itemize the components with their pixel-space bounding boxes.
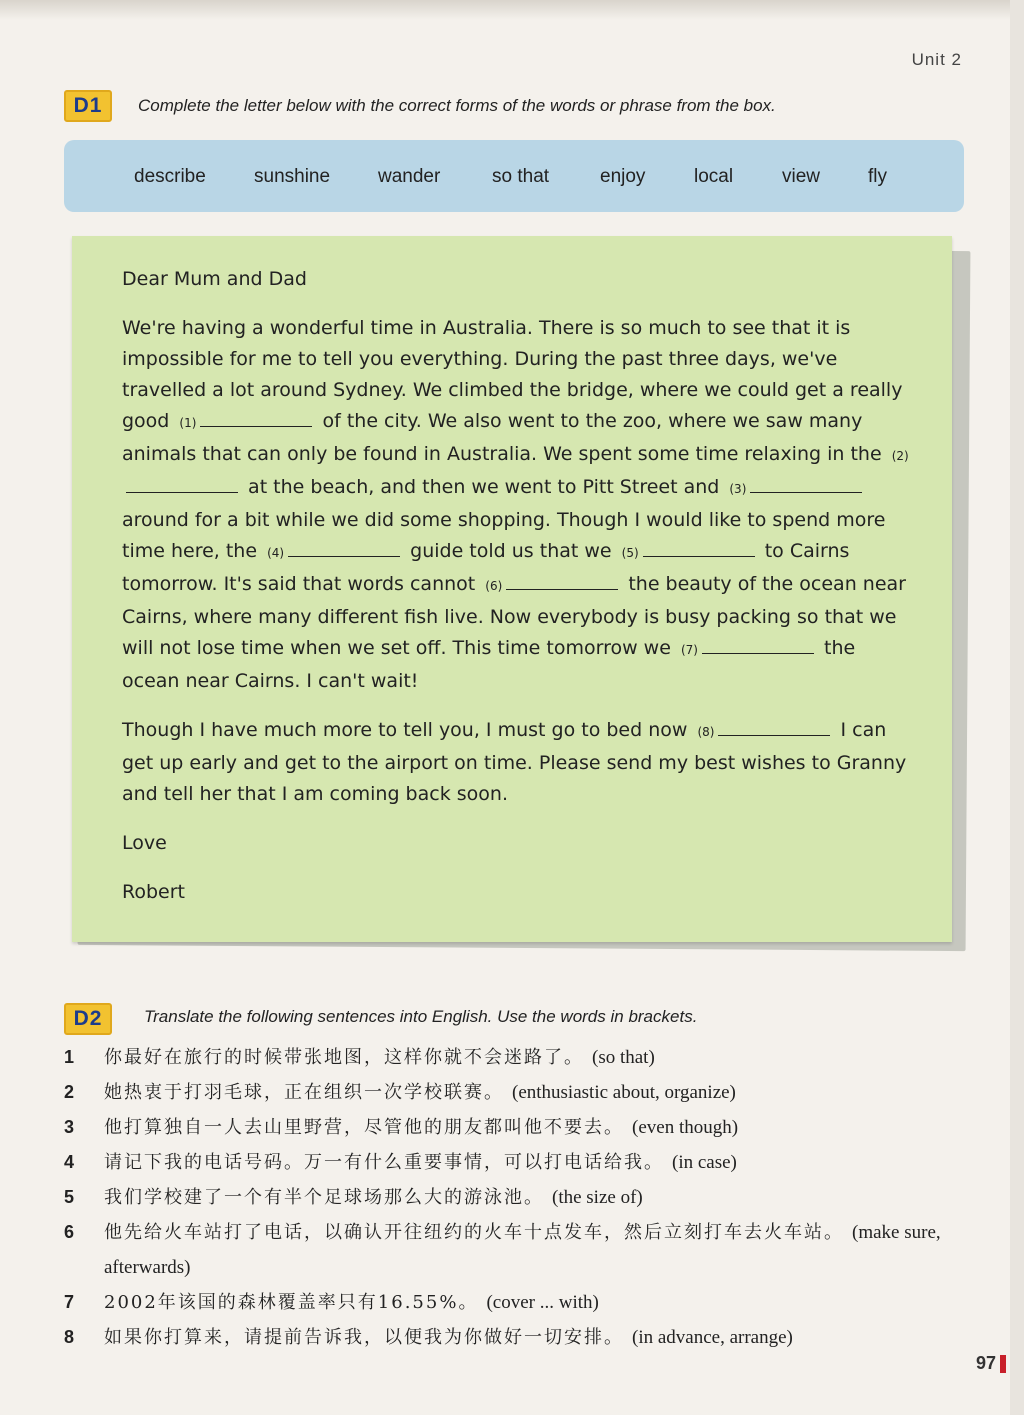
word-local: local — [694, 166, 734, 187]
page-number-accent — [1000, 1355, 1006, 1373]
letter-text-segment: around for a bit while we did some shopping. Though I would like to spend more time here, the — [122, 509, 886, 562]
translation-item — [64, 1075, 964, 1110]
letter-closing: Love — [122, 832, 167, 854]
letter-paper — [72, 236, 952, 942]
d2-instruction: Translate the following sentences into English. Use the words in brackets. — [144, 1007, 698, 1026]
letter-text-segment: I can get up early and get to the airport on time. Please send my best wishes to Granny and tell her that I am coming back soon. — [122, 719, 907, 805]
blank-number-3: (3) — [729, 482, 747, 496]
translation-item — [64, 1285, 964, 1320]
word-describe: describe — [134, 166, 206, 187]
page-top-edge — [0, 0, 1024, 20]
letter-salutation: Dear Mum and Dad — [122, 268, 307, 290]
word-so-that: so that — [492, 166, 550, 187]
letter-text-segment: the ocean near Cairns. I can't wait! — [122, 637, 856, 692]
letter-text-segment: Though I have much more to tell you, I must go to bed now — [122, 719, 688, 741]
blank-7[interactable] — [702, 633, 814, 654]
hint-words: (in advance, arrange) — [632, 1327, 793, 1348]
chinese-sentence: 2002年该国的森林覆盖率只有16.55%。 — [104, 1292, 479, 1313]
word-box — [64, 140, 964, 212]
item-number: 2 — [64, 1082, 75, 1102]
translation-item — [64, 1180, 964, 1215]
item-number: 8 — [64, 1327, 75, 1347]
hint-words: (in case) — [672, 1152, 737, 1173]
translation-item — [64, 1145, 964, 1180]
letter-text-segment: the beauty of the ocean near Cairns, where many different fish live. Now everybody is busy packing so that we will not lose time when we set off. This time tomorrow we — [122, 573, 906, 659]
blank-3[interactable] — [750, 472, 862, 493]
translation-item — [64, 1215, 964, 1285]
blank-number-7: (7) — [680, 643, 698, 657]
chinese-sentence: 他打算独自一人去山里野营，尽管他的朋友都叫他不要去。 — [104, 1117, 624, 1138]
translation-item — [64, 1110, 964, 1145]
item-number: 5 — [64, 1187, 75, 1207]
word-view: view — [782, 166, 821, 187]
word-enjoy: enjoy — [600, 166, 646, 187]
word-fly: fly — [868, 166, 887, 187]
item-number: 4 — [64, 1152, 75, 1172]
hint-words: (so that) — [592, 1047, 655, 1068]
chinese-sentence: 你最好在旅行的时候带张地图，这样你就不会迷路了。 — [104, 1047, 584, 1068]
item-number: 6 — [64, 1222, 75, 1242]
blank-4[interactable] — [288, 536, 400, 557]
blank-6[interactable] — [506, 569, 618, 590]
blank-number-4: (4) — [267, 546, 285, 560]
hint-words: (even though) — [632, 1117, 739, 1138]
item-number: 3 — [64, 1117, 75, 1137]
chinese-sentence: 请记下我的电话号码。万一有什么重要事情，可以打电话给我。 — [104, 1152, 664, 1173]
letter-body — [122, 264, 912, 908]
blank-number-2: (2) — [891, 449, 909, 463]
translation-item — [64, 1320, 964, 1355]
hint-words: (make sure, afterwards) — [104, 1222, 941, 1278]
d1-instruction: Complete the letter below with the correct forms of the words or phrase from the box. — [138, 96, 776, 115]
letter-signature: Robert — [122, 881, 185, 903]
chinese-sentence: 如果你打算来，请提前告诉我，以便我为你做好一切安排。 — [104, 1327, 624, 1348]
page-right-strip — [1010, 0, 1024, 1415]
letter-text-segment: guide told us that we — [410, 540, 612, 562]
blank-number-1: (1) — [179, 416, 197, 430]
item-number: 1 — [64, 1047, 75, 1067]
page-number — [976, 1353, 1006, 1374]
blank-8[interactable] — [718, 715, 830, 736]
blank-1[interactable] — [200, 406, 312, 427]
hint-words: (the size of) — [552, 1187, 643, 1208]
chinese-sentence: 她热衷于打羽毛球，正在组织一次学校联赛。 — [104, 1082, 504, 1103]
chinese-sentence: 我们学校建了一个有半个足球场那么大的游泳池。 — [104, 1187, 544, 1208]
hint-words: (cover ... with) — [486, 1292, 599, 1313]
letter-text-segment: of the city. We also went to the zoo, where we saw many animals that can only be found in Australia. We spent some time relaxing in the — [122, 410, 882, 465]
hint-words: (enthusiastic about, organize) — [512, 1082, 736, 1103]
unit-label: Unit 2 — [911, 50, 962, 69]
d2-badge: D2 — [64, 1003, 112, 1035]
blank-5[interactable] — [643, 536, 755, 557]
letter-paragraph-1 — [122, 313, 912, 697]
word-sunshine: sunshine — [254, 166, 331, 187]
letter-text-segment: at the beach, and then we went to Pitt Street and — [248, 476, 720, 498]
translation-item — [64, 1040, 964, 1075]
item-number: 7 — [64, 1292, 75, 1312]
blank-number-8: (8) — [697, 725, 715, 739]
letter-text-segment: We're having a wonderful time in Australia. There is so much to see that it is impossible for me to tell you everything. During the past three days, we've travelled a lot around Sydney. We climbed the bridge, where we could get a really good — [122, 317, 903, 432]
translation-list — [64, 1040, 964, 1355]
word-list — [64, 140, 964, 212]
word-wander: wander — [378, 166, 441, 187]
chinese-sentence: 他先给火车站打了电话，以确认开往纽约的火车十点发车，然后立刻打车去火车站。 — [104, 1222, 844, 1243]
blank-number-5: (5) — [621, 546, 639, 560]
d1-badge: D1 — [64, 90, 112, 122]
letter-paragraph-2 — [122, 715, 912, 810]
page-number-text: 97 — [975, 1353, 996, 1373]
letter-text-segment: to Cairns tomorrow. It's said that words cannot — [122, 540, 850, 595]
blank-2[interactable] — [126, 472, 238, 493]
blank-number-6: (6) — [485, 579, 503, 593]
